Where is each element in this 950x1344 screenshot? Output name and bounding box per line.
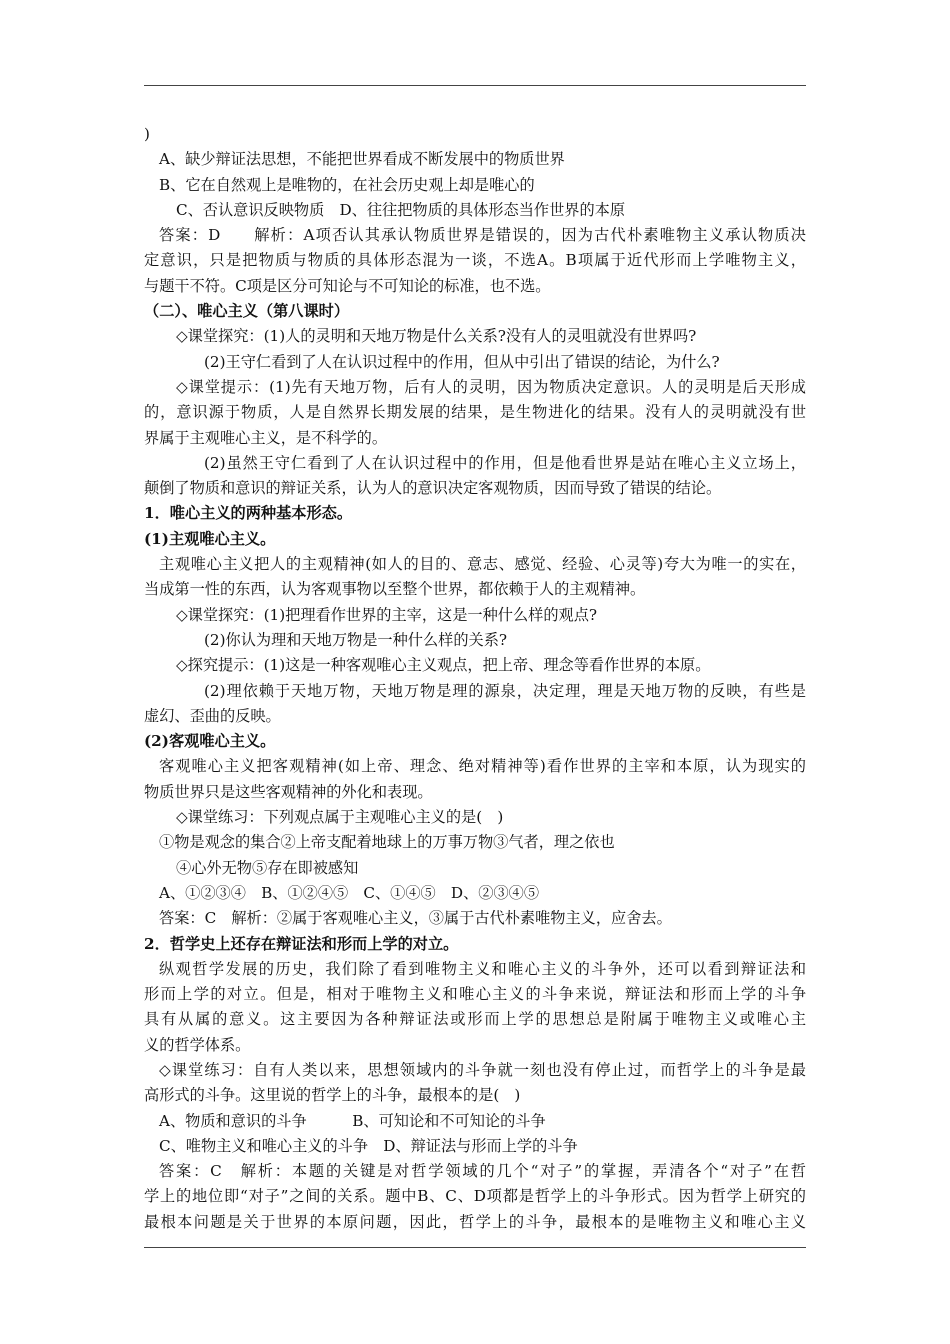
text-line: 最根本问题是关于世界的本原问题，因此，哲学上的斗争，最根本的是唯物主义和唯心主义 (144, 1212, 806, 1231)
text-line: ④心外无物⑤存在即被感知 (176, 858, 359, 877)
text-line: (2)理依赖于天地万物，天地万物是理的源泉，决定理，理是天地万物的反映，有些是 (204, 681, 806, 700)
text-line: 答案：C 解析：②属于客观唯心主义，③属于古代朴素唯物主义，应舍去。 (159, 909, 672, 928)
text-line: ◇课堂练习：下列观点属于主观唯心主义的是( ) (176, 808, 504, 827)
text-line: B、它在自然观上是唯物的，在社会历史观上却是唯心的 (159, 175, 535, 194)
text-line: 学上的地位即“对子”之间的关系。题中B、C、D项都是哲学上的斗争形式。因为哲学上研究的 (144, 1187, 806, 1206)
text-line: 具有从属的意义。这主要因为各种辩证法或形而上学的思想总是附属于唯物主义或唯心主 (144, 1010, 806, 1029)
text-line: 界属于主观唯心主义，是不科学的。 (144, 428, 387, 447)
text-line: 虚幻、歪曲的反映。 (144, 706, 281, 725)
text-line: ◇课堂提示：(1)先有天地万物，后有人的灵明，因为物质决定意识。人的灵明是后天形成 (176, 377, 806, 396)
section-heading: 2．哲学史上还存在辩证法和形而上学的对立。 (144, 934, 459, 953)
text-line: ◇课堂练习：自有人类以来，思想领域内的斗争就一刻也没有停止过，而哲学上的斗争是最 (159, 1060, 806, 1079)
text-line: ◇课堂探究：(1)人的灵明和天地万物是什么关系?没有人的灵咀就没有世界吗? (176, 327, 697, 346)
text-line: A、①②③④ B、①②④⑤ C、①④⑤ D、②③④⑤ (159, 883, 540, 902)
text-line: 的，意识源于物质，人是自然界长期发展的结果，是生物进化的结果。没有人的灵明就没有世 (144, 403, 806, 422)
text-line: 客观唯心主义把客观精神(如上帝、理念、绝对精神等)看作世界的主宰和本原，认为现实的 (159, 757, 806, 776)
header-rule (144, 85, 806, 86)
section-heading: （二）、唯心主义（第八课时） (144, 302, 350, 321)
text-line: 形而上学的对立。但是，相对于唯物主义和唯心主义的斗争来说，辩证法和形而上学的斗争 (144, 985, 806, 1004)
text-line: 义的哲学体系。 (144, 1035, 251, 1054)
section-heading: (1)主观唯心主义。 (144, 529, 276, 548)
text-line: A、缺少辩证法思想，不能把世界看成不断发展中的物质世界 (159, 150, 565, 169)
text-line: 颠倒了物质和意识的辩证关系，认为人的意识决定客观物质，因而导致了错误的结论。 (144, 479, 722, 498)
section-heading: 1．唯心主义的两种基本形态。 (144, 504, 353, 523)
document-body (144, 122, 806, 1235)
text-line: ◇课堂探究：(1)把理看作世界的主宰，这是一种什么样的观点? (176, 605, 598, 624)
text-line: ◇探究提示：(1)这是一种客观唯心主义观点，把上帝、理念等看作世界的本原。 (176, 656, 711, 675)
text-line: (2)虽然王守仁看到了人在认识过程中的作用，但是他看世界是站在唯心主义立场上， (204, 453, 806, 472)
text-line: 主观唯心主义把人的主观精神(如人的目的、意志、感觉、经验、心灵等)夸大为唯一的实在， (159, 555, 806, 574)
text-line: 纵观哲学发展的历史，我们除了看到唯物主义和唯心主义的斗争外，还可以看到辩证法和 (159, 959, 806, 978)
text-line: 答案：C 解析：本题的关键是对哲学领域的几个“对子”的掌握，弄清各个“对子”在哲 (159, 1162, 806, 1181)
text-line: 物质世界只是这些客观精神的外化和表现。 (144, 782, 433, 801)
text-line: (2)王守仁看到了人在认识过程中的作用，但从中引出了错误的结论，为什么? (204, 352, 720, 371)
text-line: 与题干不符。C项是区分可知论与不可知论的标准，也不选。 (144, 276, 551, 295)
text-line: ) (144, 125, 150, 143)
text-line: ①物是观念的集合②上帝支配着地球上的万事万物③气者，理之依也 (159, 833, 615, 852)
text-line: A、物质和意识的斗争 B、可知论和不可知论的斗争 (159, 1111, 546, 1130)
text-line: 当成第一性的东西，认为客观事物以至整个世界，都依赖于人的主观精神。 (144, 580, 646, 599)
text-line: C、否认意识反映物质 D、往往把物质的具体形态当作世界的本原 (176, 200, 626, 219)
text-line: (2)你认为理和天地万物是一种什么样的关系? (204, 630, 508, 649)
footer-rule (144, 1247, 806, 1248)
text-line: C、唯物主义和唯心主义的斗争 D、辩证法与形而上学的斗争 (159, 1136, 578, 1155)
text-line: 答案：D 解析：A项否认其承认物质世界是错误的，因为古代朴素唯物主义承认物质决 (159, 226, 806, 245)
text-line: 高形式的斗争。这里说的哲学上的斗争，最根本的是( ) (144, 1086, 521, 1105)
text-line: 定意识，只是把物质与物质的具体形态混为一谈，不选A。B项属于近代形而上学唯物主义， (144, 251, 806, 270)
section-heading: (2)客观唯心主义。 (144, 732, 276, 751)
